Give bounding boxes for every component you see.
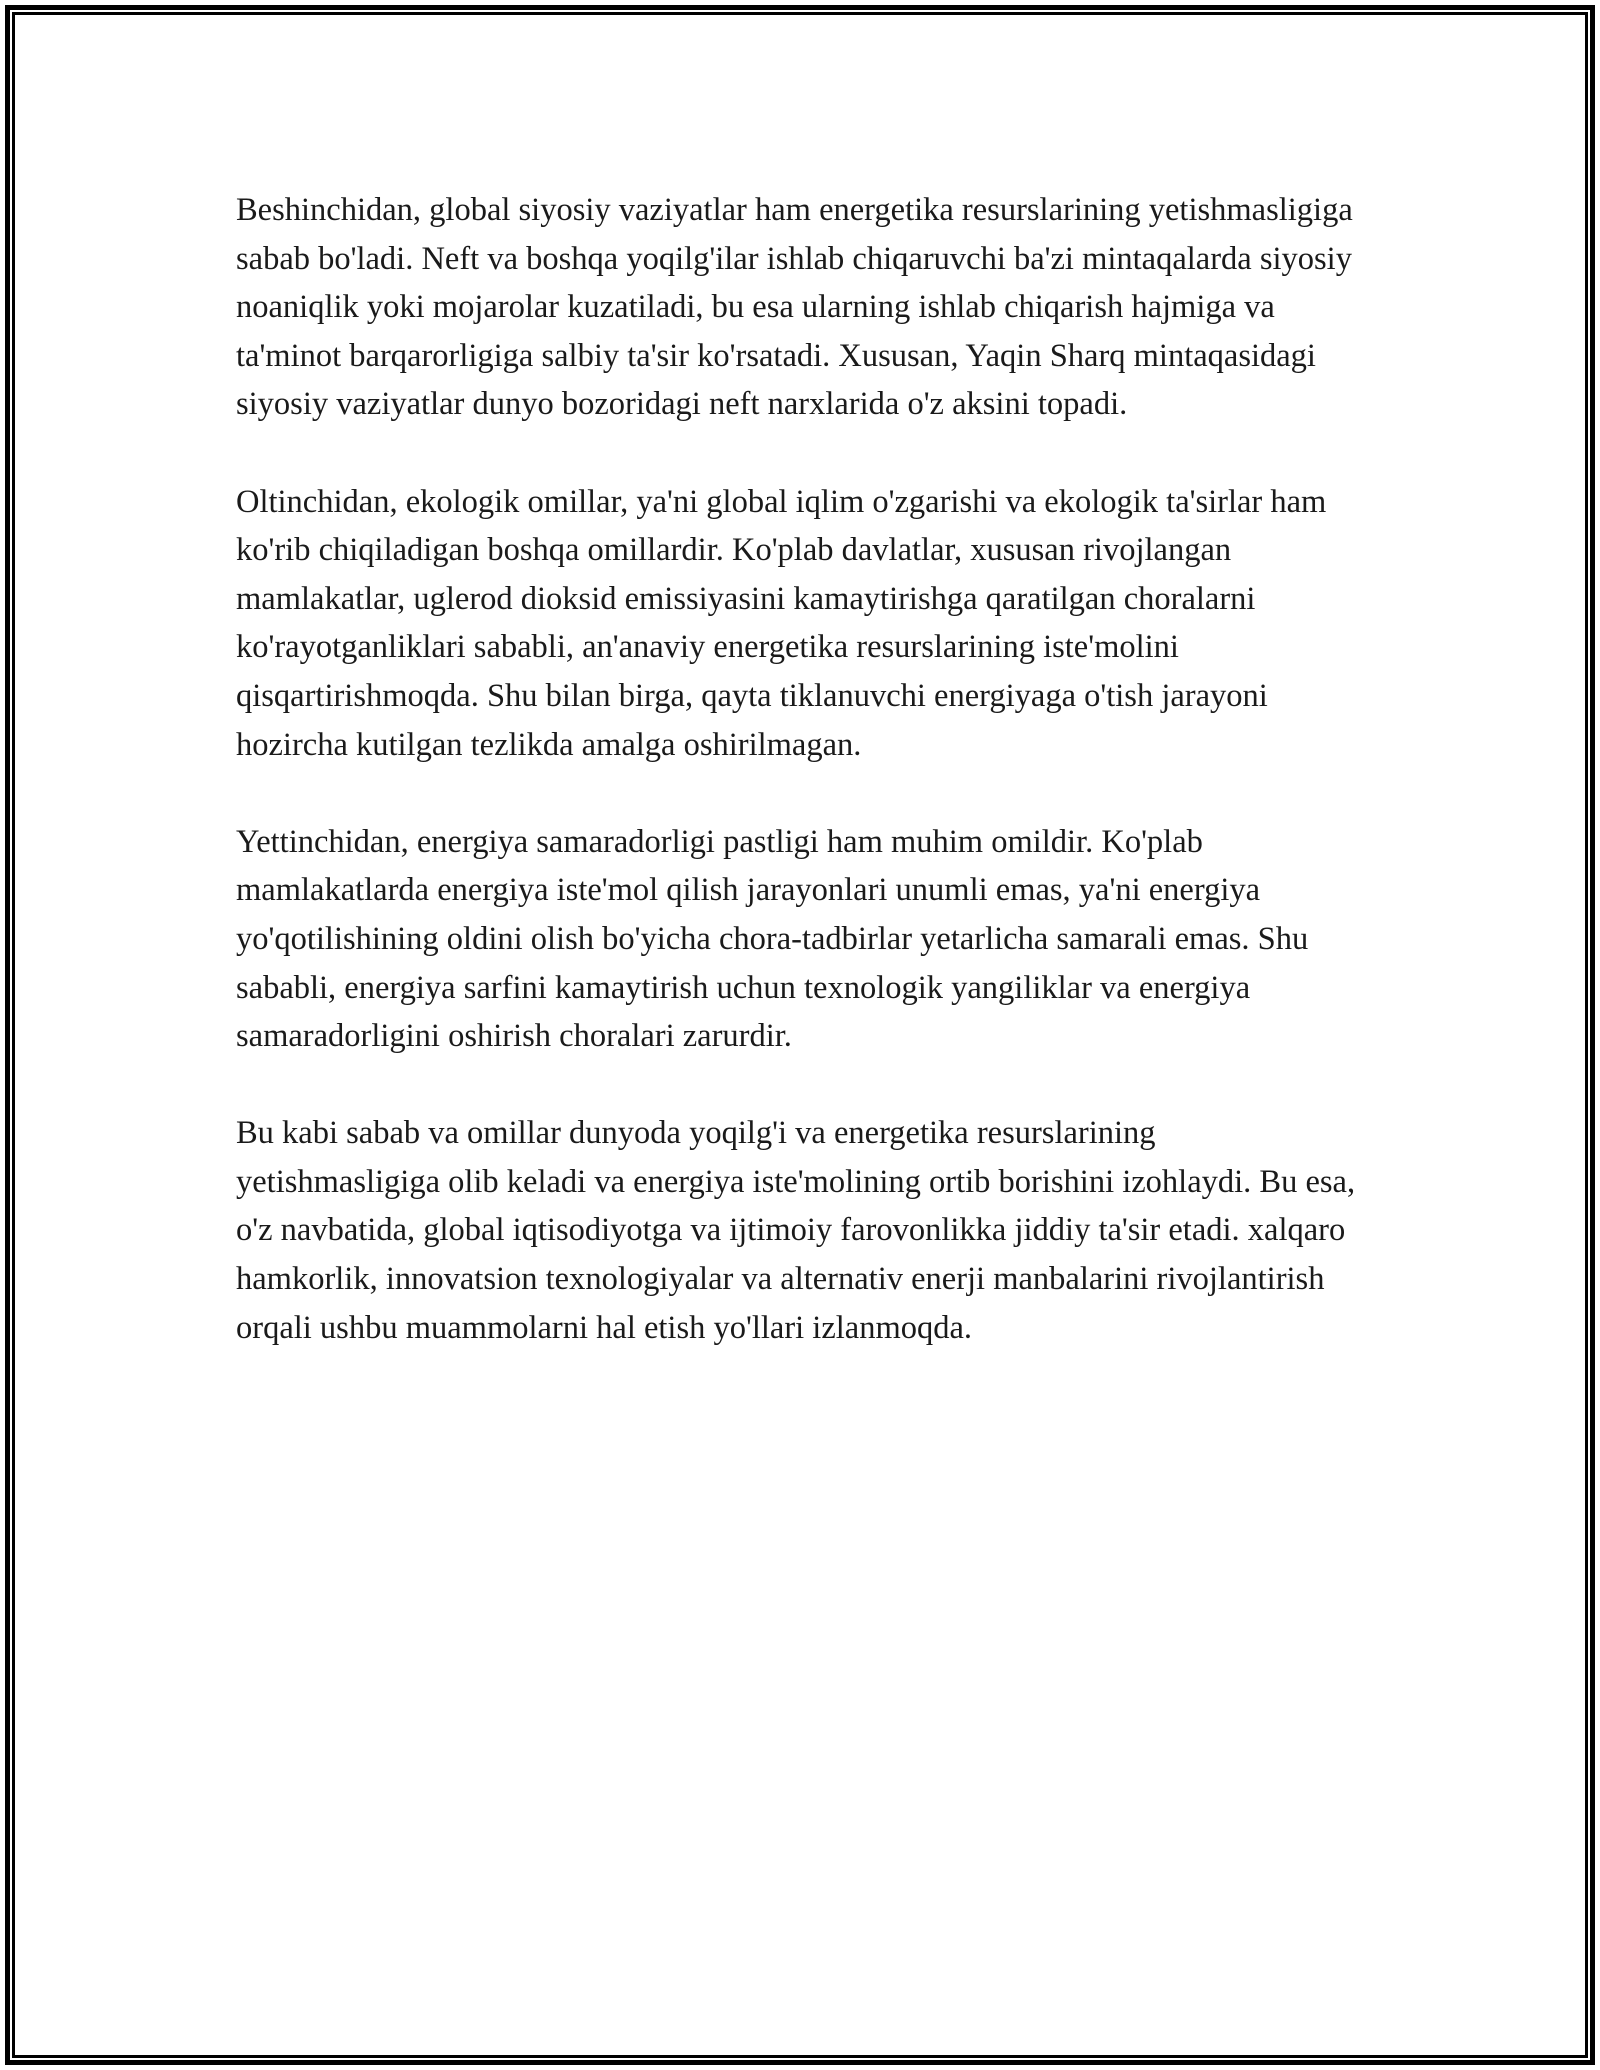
paragraph-yettinchidan: Yettinchidan, energiya samaradorligi pastligi ham muhim omildir. Ko'plab mamlakatlarda energiya iste'mol qilish jarayonlari unumli emas, ya'ni energiya yo'qotilishining oldini olish bo'yicha chora-tadbirlar yetarlicha samarali emas. Shu sababli, energiya sarfini kamaytirish uchun texnologik yangiliklar va energiya samaradorligini oshirish choralari zarurdir. [236, 823, 1309, 1055]
paragraph-beshinchidan: Beshinchidan, global siyosiy vaziyatlar ham energetika resurslarining yetishmasligiga sabab bo'ladi. Neft va boshqa yoqilg'ilar ishlab chiqaruvchi ba'zi mintaqalarda siyosiy noaniqlik yoki mojarolar kuzatiladi, bu esa ularning ishlab chiqarish hajmiga va ta'minot barqarorligiga salbiy ta'sir ko'rsatadi. Xususan, Yaqin Sharq mintaqasidagi siyosiy vaziyatlar dunyo bozoridagi neft narxlarida o'z aksini topadi. [236, 192, 1353, 423]
document-body [236, 186, 1366, 1352]
paragraph-conclusion: Bu kabi sabab va omillar dunyoda yoqilg'i va energetika resurslarining yetishmasligiga olib keladi va energiya iste'molining ortib borishini izohlaydi. Bu esa, o'z navbatida, global iqtisodiyotga va ijtimoiy farovonlikka jiddiy ta'sir etadi. xalqaro hamkorlik, innovatsion texnologiyalar va alternativ enerji manbalarini rivojlantirish orqali ushbu muammolarni hal etish yo'llari izlanmoqda. [236, 1115, 1356, 1346]
paragraph-oltinchidan: Oltinchidan, ekologik omillar, ya'ni global iqlim o'zgarishi va ekologik ta'sirlar ham ko'rib chiqiladigan boshqa omillardir. Ko'plab davlatlar, xususan rivojlangan mamlakatlar, uglerod dioksid emissiyasini kamaytirishga qaratilgan choralarni ko'rayotganliklari sababli, an'anaviy energetika resurslarining iste'molini qisqartirishmoqda. Shu bilan birga, qayta tiklanuvchi energiyaga o'tish jarayoni hozircha kutilgan tezlikda amalga oshirilmagan. [236, 483, 1327, 763]
